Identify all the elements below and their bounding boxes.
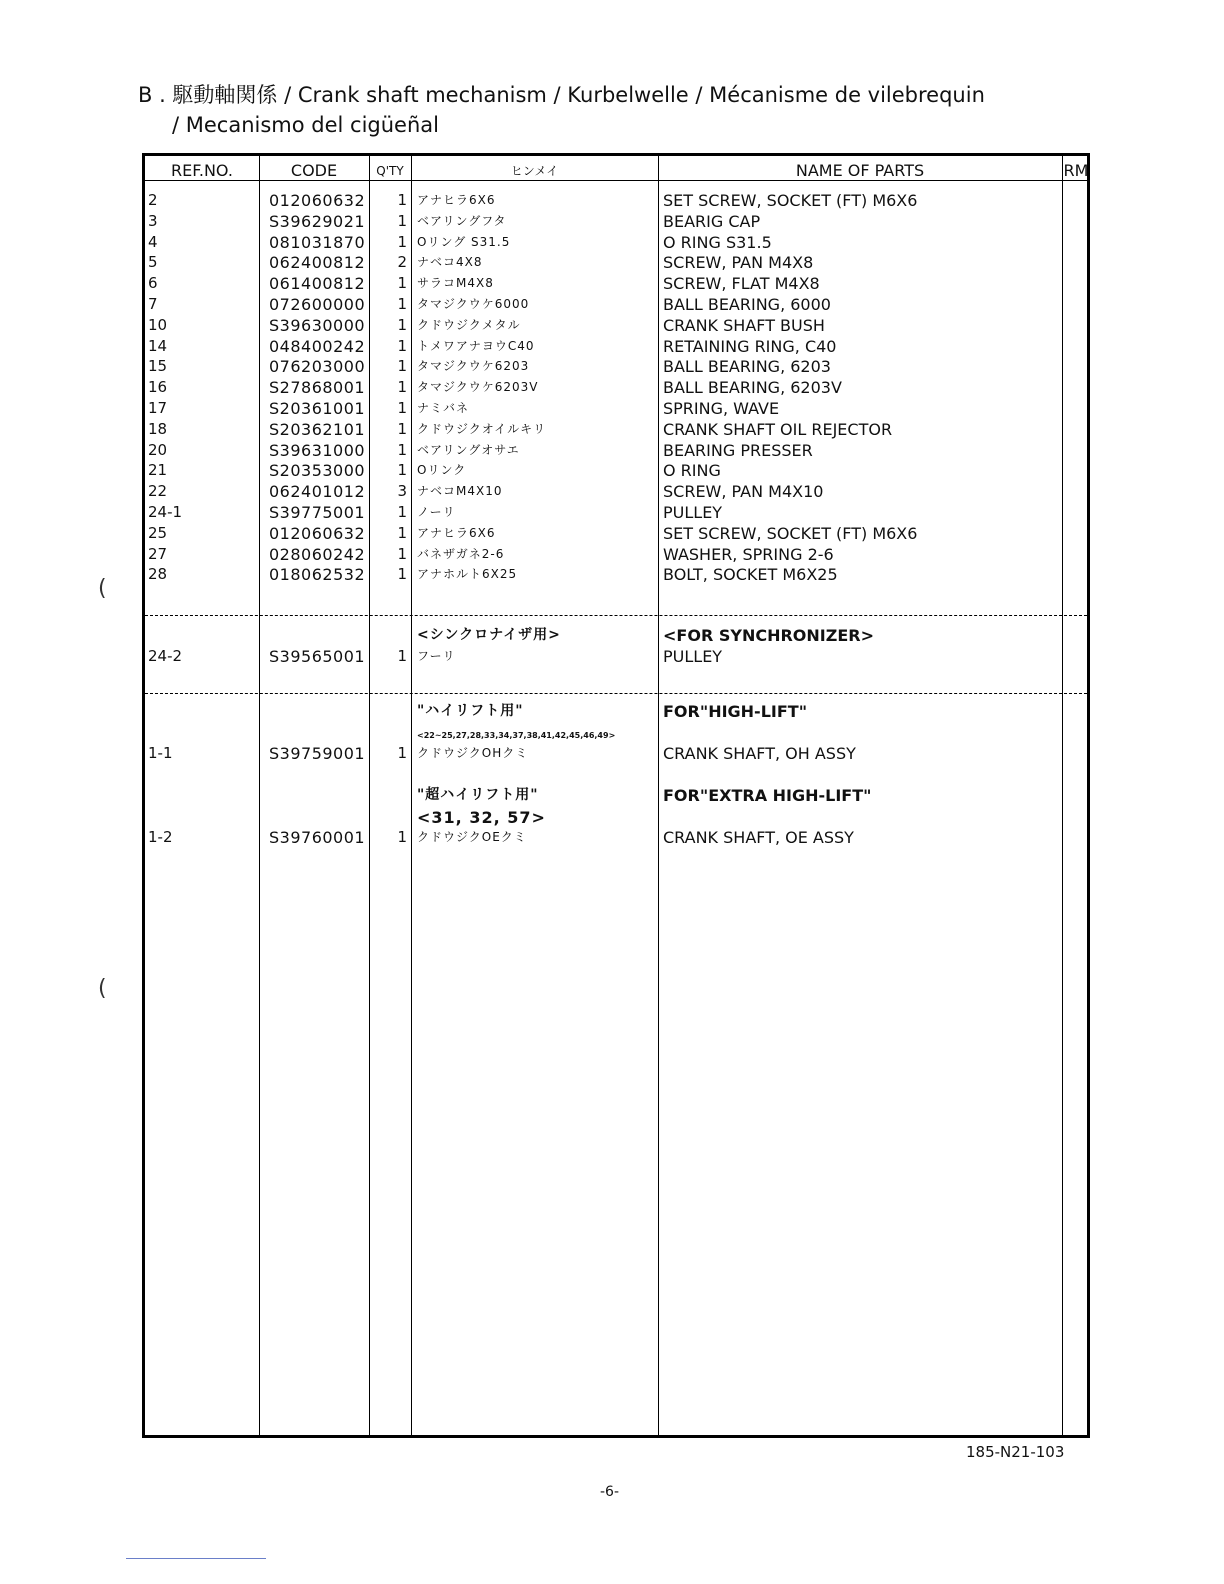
- highlift-code: S39759001: [269, 744, 366, 763]
- row-code: S39629021: [269, 212, 366, 231]
- row-name: SET SCREW, SOCKET (FT) M6X6: [663, 191, 918, 210]
- row-qty: 1: [397, 461, 407, 479]
- row-code: 072600000: [269, 295, 366, 314]
- margin-mark: (: [98, 976, 107, 1001]
- row-kana: ナベコ4X8: [417, 255, 483, 269]
- row-qty: 1: [397, 233, 407, 251]
- row-code: S27868001: [269, 378, 366, 397]
- sync-code: S39565001: [269, 647, 366, 666]
- row-ref: 7: [148, 295, 158, 313]
- row-name: WASHER, SPRING 2-6: [663, 545, 834, 564]
- header-ref-no: REF.NO.: [171, 161, 233, 180]
- row-ref: 25: [148, 524, 168, 542]
- header-rm: RM: [1063, 161, 1089, 180]
- row-ref: 3: [148, 212, 158, 230]
- extra-kana-title: "超ハイリフト用": [417, 787, 539, 803]
- row-code: 048400242: [269, 337, 366, 356]
- row-name: SET SCREW, SOCKET (FT) M6X6: [663, 524, 918, 543]
- highlift-qty: 1: [397, 744, 407, 762]
- row-kana: サラコM4X8: [417, 276, 494, 290]
- row-kana: クドウジクメタル: [417, 318, 521, 332]
- row-code: S39631000: [269, 441, 366, 460]
- row-qty: 1: [397, 503, 407, 521]
- row-qty: 1: [397, 212, 407, 230]
- row-kana: クドウジクオイルキリ: [417, 422, 547, 436]
- row-qty: 1: [397, 274, 407, 292]
- row-qty: 1: [397, 191, 407, 209]
- row-name: O RING: [663, 461, 721, 480]
- row-name: RETAINING RING, C40: [663, 337, 837, 356]
- row-name: O RING S31.5: [663, 233, 772, 252]
- row-code: 061400812: [269, 274, 366, 293]
- footer-rule: [126, 1558, 266, 1559]
- header-name-of-parts: NAME OF PARTS: [795, 161, 925, 180]
- row-kana: アナヒラ6X6: [417, 526, 496, 540]
- row-code: 062401012: [269, 482, 366, 501]
- row-ref: 2: [148, 191, 158, 209]
- row-ref: 20: [148, 441, 168, 459]
- row-qty: 3: [397, 482, 407, 500]
- highlift-name-title: FOR"HIGH-LIFT": [663, 702, 808, 721]
- row-code: 012060632: [269, 524, 366, 543]
- extra-name: CRANK SHAFT, OE ASSY: [663, 828, 854, 847]
- row-kana: ノーリ: [417, 505, 456, 519]
- document-number: 185-N21-103: [966, 1443, 1065, 1461]
- row-qty: 1: [397, 357, 407, 375]
- row-kana: ベアリングオサエ: [417, 443, 520, 457]
- row-kana: バネザガネ2-6: [417, 547, 505, 561]
- row-ref: 6: [148, 274, 158, 292]
- row-kana: ベアリングフタ: [417, 214, 507, 228]
- row-qty: 2: [397, 253, 407, 271]
- row-name: BEARING PRESSER: [663, 441, 813, 460]
- highlift-kana: クドウジクOHクミ: [417, 746, 529, 760]
- row-kana: Oリング S31.5: [417, 235, 511, 249]
- row-qty: 1: [397, 565, 407, 583]
- row-code: 018062532: [269, 565, 366, 584]
- row-qty: 1: [397, 399, 407, 417]
- row-ref: 18: [148, 420, 168, 438]
- row-code: S20362101: [269, 420, 366, 439]
- row-code: S39775001: [269, 503, 366, 522]
- row-qty: 1: [397, 295, 407, 313]
- row-qty: 1: [397, 337, 407, 355]
- row-name: BALL BEARING, 6203: [663, 357, 831, 376]
- row-kana: Oリンク: [417, 463, 467, 477]
- sync-ref: 24-2: [148, 647, 183, 665]
- row-ref: 5: [148, 253, 158, 271]
- row-qty: 1: [397, 524, 407, 542]
- row-ref: 4: [148, 233, 158, 251]
- row-ref: 27: [148, 545, 168, 563]
- extra-kana: クドウジクOEクミ: [417, 830, 527, 844]
- highlift-range: <22~25,27,28,33,34,37,38,41,42,45,46,49>: [417, 731, 616, 740]
- row-name: BEARIG CAP: [663, 212, 761, 231]
- row-code: S20353000: [269, 461, 366, 480]
- row-kana: アナホルト6X25: [417, 567, 518, 581]
- row-qty: 1: [397, 545, 407, 563]
- row-ref: 21: [148, 461, 168, 479]
- header-code: CODE: [290, 161, 338, 180]
- row-name: SCREW, PAN M4X8: [663, 253, 814, 272]
- extra-range: <31, 32, 57>: [417, 808, 546, 827]
- row-kana: タマジクウケ6203: [417, 359, 530, 373]
- header-qty: Q'TY: [376, 164, 404, 178]
- highlift-ref: 1-1: [148, 744, 173, 762]
- margin-mark: (: [98, 576, 107, 601]
- row-qty: 1: [397, 441, 407, 459]
- row-ref: 16: [148, 378, 168, 396]
- extra-qty: 1: [397, 828, 407, 846]
- extra-ref: 1-2: [148, 828, 173, 846]
- sync-kana: フーリ: [417, 649, 456, 663]
- row-code: 062400812: [269, 253, 366, 272]
- highlift-name: CRANK SHAFT, OH ASSY: [663, 744, 856, 763]
- row-name: PULLEY: [663, 503, 723, 522]
- row-kana: ナベコM4X10: [417, 484, 503, 498]
- highlift-kana-title: "ハイリフト用": [417, 703, 524, 719]
- row-code: S39630000: [269, 316, 366, 335]
- row-qty: 1: [397, 316, 407, 334]
- sync-name-title: <FOR SYNCHRONIZER>: [663, 626, 874, 645]
- row-code: 081031870: [269, 233, 366, 252]
- extra-code: S39760001: [269, 828, 366, 847]
- title-line-1: B . 駆動軸関係 / Crank shaft mechanism / Kurbelwelle / Mécanisme de vilebrequin: [138, 83, 985, 107]
- row-kana: ナミバネ: [417, 401, 470, 415]
- sync-qty: 1: [397, 647, 407, 665]
- row-kana: アナヒラ6X6: [417, 193, 496, 207]
- page-title: [138, 80, 985, 140]
- row-qty: 1: [397, 420, 407, 438]
- header-kana: ヒンメイ: [510, 164, 559, 178]
- row-name: SCREW, PAN M4X10: [663, 482, 824, 501]
- row-ref: 14: [148, 337, 168, 355]
- row-ref: 10: [148, 316, 168, 334]
- row-code: 012060632: [269, 191, 366, 210]
- row-kana: タマジクウケ6000: [417, 297, 530, 311]
- row-kana: トメワアナヨウC40: [417, 339, 535, 353]
- sync-kana-title: <シンクロナイザ用>: [417, 627, 561, 643]
- row-code: 076203000: [269, 357, 366, 376]
- row-ref: 22: [148, 482, 168, 500]
- row-name: CRANK SHAFT OIL REJECTOR: [663, 420, 893, 439]
- row-ref: 15: [148, 357, 168, 375]
- row-name: BALL BEARING, 6203V: [663, 378, 842, 397]
- row-kana: タマジクウケ6203V: [417, 380, 539, 394]
- page-number: -6-: [600, 1484, 620, 1500]
- sync-name: PULLEY: [663, 647, 723, 666]
- extra-name-title: FOR"EXTRA HIGH-LIFT": [663, 786, 872, 805]
- row-name: CRANK SHAFT BUSH: [663, 316, 825, 335]
- row-ref: 24-1: [148, 503, 183, 521]
- row-code: S20361001: [269, 399, 366, 418]
- row-name: BOLT, SOCKET M6X25: [663, 565, 838, 584]
- row-code: 028060242: [269, 545, 366, 564]
- row-name: SPRING, WAVE: [663, 399, 780, 418]
- row-ref: 28: [148, 565, 168, 583]
- row-ref: 17: [148, 399, 168, 417]
- row-name: BALL BEARING, 6000: [663, 295, 831, 314]
- row-name: SCREW, FLAT M4X8: [663, 274, 820, 293]
- row-qty: 1: [397, 378, 407, 396]
- title-line-2: / Mecanismo del cigüeñal: [172, 113, 439, 137]
- parts-table: [142, 153, 1090, 1438]
